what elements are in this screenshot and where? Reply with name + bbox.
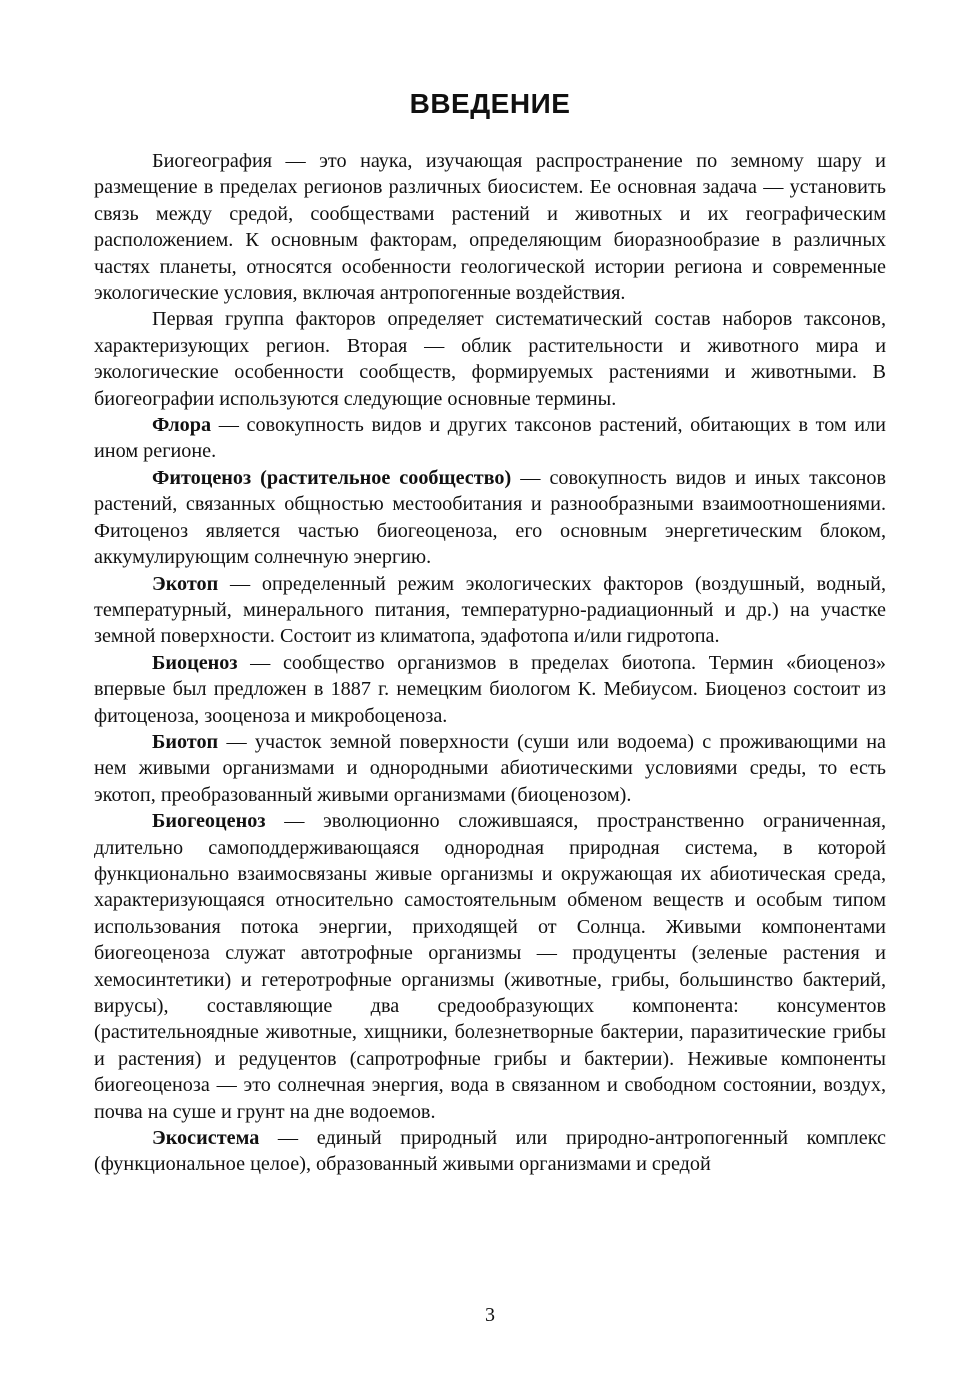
- term-definition: — эволюционно сложившаяся, пространственно ограниченная, длительно самоподдерживающаяся однородная природная система, в которой функционально взаимосвязаны живые организмы и окружающая их абиотическая среда, характеризующаяся относительно самостоятельным обменом веществ и особым типом использования потока энергии, приходящей от Солнца. Живыми компонентами биогеоценоза служат автотрофные организмы — продуценты (зеленые растения и хемосинтетики) и гетеротрофные организмы (животные, грибы, большинство бактерий, вирусы), составляющие два средообразующих компонента: консументов (растительноядные животные, хищники, болезнетворные бактерии, паразитические грибы и растения) и редуцентов (сапротрофные грибы и бактерии). Неживые компоненты биогеоценоза — это солнечная энергия, вода в связанном и свободном состоянии, воздух, почва на суше и грунт на дне водоемов.: [94, 810, 886, 1123]
- paragraph-biotope: [94, 729, 886, 808]
- term-label: Биогеоценоз: [152, 810, 266, 833]
- paragraph-biocenosis: [94, 650, 886, 729]
- paragraph-biogeocenosis: [94, 808, 886, 1125]
- term-label: Экосистема: [152, 1127, 260, 1150]
- term-label: Экотоп: [152, 572, 219, 595]
- section-heading: ВВЕДЕНИЕ: [409, 88, 571, 119]
- paragraph-ecosystem: [94, 1125, 886, 1178]
- term-label: Биотоп: [152, 730, 219, 753]
- term-label: Флора: [152, 414, 212, 437]
- paragraph-text: Биогеография — это наука, изучающая распространение по земному шару и размещение в пределах регионов различных биосистем. Ее основная задача — установить связь между средой, сообществами растений и животных и их географическим расположением. К основным факторам, определяющим биоразнообразие в различных частях планеты, относятся особенности геологической истории региона и современные экологические условия, включая антропогенные воздействия.: [94, 150, 886, 305]
- paragraph-flora: [94, 412, 886, 465]
- paragraph-ecotope: [94, 571, 886, 650]
- term-label: Фитоценоз (растительное сообщество): [152, 466, 512, 489]
- term-definition: — совокупность видов и других таксонов растений, обитающих в том или ином регионе.: [94, 414, 886, 463]
- paragraph-phytocenosis: [94, 465, 886, 571]
- body-text: [94, 148, 886, 1178]
- page-number: 3: [485, 1304, 495, 1326]
- term-definition: — сообщество организмов в пределах биотопа. Термин «биоценоз» впервые был предложен в 1887 г. немецким биологом К. Мебиусом. Биоценоз состоит из фитоценоза, зооценоза и микробоценоза.: [94, 651, 886, 727]
- term-definition: — единый природный или природно-антропогенный комплекс (функциональное целое), образованный живыми организмами и средой: [94, 1127, 886, 1176]
- paragraph-intro: [94, 148, 886, 306]
- term-definition: — определенный режим экологических факторов (воздушный, водный, температурный, минерального питания, температурно-радиационный и др.) на участке земной поверхности. Состоит из климатопа, эдафотопа и/или гидротопа.: [94, 572, 886, 648]
- term-definition: — совокупность видов и иных таксонов растений, связанных общностью местообитания и разнообразными взаимоотношениями. Фитоценоз является частью биогеоценоза, его основным энергетическим блоком, аккумулирующим солнечную энергию.: [94, 466, 886, 569]
- paragraph-factors: [94, 306, 886, 412]
- term-definition: — участок земной поверхности (суши или водоема) с проживающими на нем живыми организмами и однородными абиотическими условиями среды, то есть экотоп, преобразованный живыми организмами (биоценозом).: [94, 730, 886, 806]
- term-label: Биоценоз: [152, 651, 238, 674]
- paragraph-text: Первая группа факторов определяет систематический состав наборов таксонов, характеризующих регион. Вторая — облик растительности и животного мира и экологические особенности сообществ, формируемых растениями и животными. В биогеографии используются следующие основные термины.: [94, 308, 886, 410]
